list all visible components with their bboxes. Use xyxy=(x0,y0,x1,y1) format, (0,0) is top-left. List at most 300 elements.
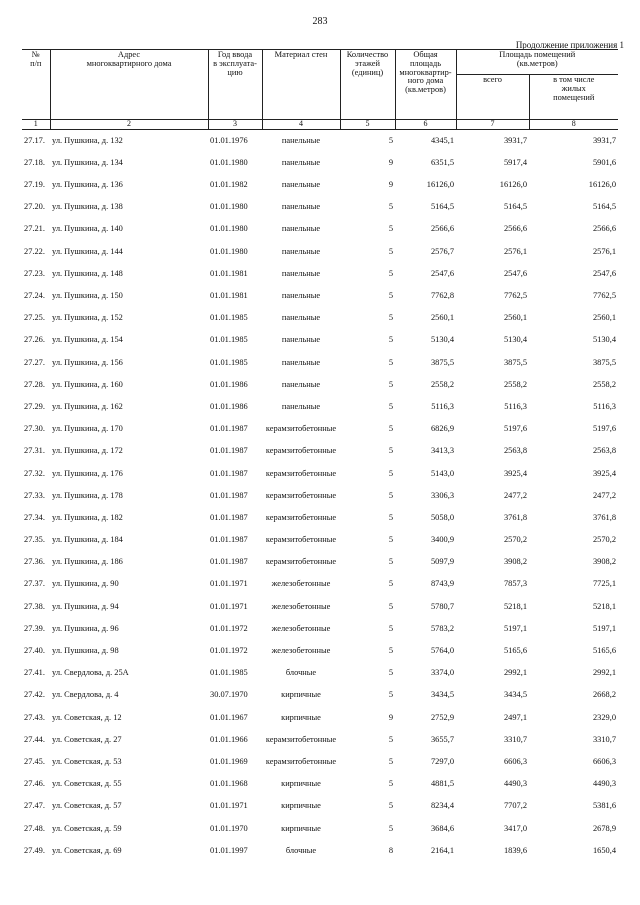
total-area-cell: 3655,7 xyxy=(430,734,454,744)
table-row xyxy=(22,751,618,773)
column-number: 2 xyxy=(50,120,208,130)
floors-cell: 5 xyxy=(388,779,393,789)
table-row xyxy=(22,729,618,751)
premises-area-cell: 5197,6 xyxy=(503,424,527,434)
material-cell: керамзитобетонные xyxy=(265,756,337,766)
header-num: № п/п xyxy=(22,50,50,120)
material-cell: панельные xyxy=(281,268,321,278)
floors-cell: 5 xyxy=(388,202,393,212)
address-cell: ул. Пушкина, д. 156 xyxy=(52,357,123,367)
floors-cell: 5 xyxy=(388,823,393,833)
row-number: 27.32. xyxy=(24,468,45,478)
address-cell: ул. Пушкина, д. 144 xyxy=(52,246,123,256)
year-cell: 01.01.1971 xyxy=(210,801,248,811)
total-area-cell: 8743,9 xyxy=(430,579,454,589)
table-row xyxy=(22,640,618,662)
premises-area-cell: 3925,4 xyxy=(503,468,527,478)
row-number: 27.48. xyxy=(24,823,45,833)
table-row xyxy=(22,330,618,352)
header-premises-area: Площадь помещений (кв.метров) xyxy=(456,50,618,75)
year-cell: 01.01.1987 xyxy=(210,490,248,500)
total-area-cell: 5143,0 xyxy=(430,468,454,478)
table-row xyxy=(22,441,618,463)
premises-area-cell: 5164,5 xyxy=(503,202,527,212)
material-cell: панельные xyxy=(281,357,321,367)
table-row xyxy=(22,818,618,840)
premises-area-cell: 5130,4 xyxy=(503,335,527,345)
row-number: 27.19. xyxy=(24,180,45,190)
table-row xyxy=(22,352,618,374)
residential-area-cell: 6606,3 xyxy=(592,756,616,766)
table-row xyxy=(22,285,618,307)
floors-cell: 5 xyxy=(388,291,393,300)
table-row xyxy=(22,197,618,219)
floors-cell: 5 xyxy=(388,646,393,655)
total-area-cell: 7297,0 xyxy=(430,756,454,766)
material-cell: керамзитобетонные xyxy=(265,424,337,434)
residential-area-cell: 5381,6 xyxy=(592,801,616,811)
page-number: 283 xyxy=(312,16,328,27)
residential-area-cell: 5165,6 xyxy=(592,646,616,655)
residential-area-cell: 5130,4 xyxy=(592,335,616,345)
table-row xyxy=(22,529,618,551)
column-number: 6 xyxy=(395,120,456,130)
material-cell: керамзитобетонные xyxy=(265,468,337,478)
column-number: 5 xyxy=(340,120,395,130)
premises-area-cell: 3310,7 xyxy=(503,734,527,744)
row-number: 27.36. xyxy=(24,557,45,567)
floors-cell: 5 xyxy=(388,512,393,522)
year-cell: 01.01.1981 xyxy=(210,268,248,278)
total-area-cell: 8234,4 xyxy=(430,801,454,811)
year-cell: 30.07.1970 xyxy=(210,690,248,700)
premises-area-cell: 2477,2 xyxy=(503,490,527,500)
year-cell: 01.01.1987 xyxy=(210,512,248,522)
residential-area-cell: 2477,2 xyxy=(592,490,616,500)
address-cell: ул. Советская, д. 57 xyxy=(52,801,122,811)
material-cell: керамзитобетонные xyxy=(265,535,337,545)
material-cell: керамзитобетонные xyxy=(265,557,337,567)
year-cell: 01.01.1985 xyxy=(210,357,248,367)
table-row xyxy=(22,663,618,685)
total-area-cell: 3434,5 xyxy=(430,690,454,700)
total-area-cell: 5097,9 xyxy=(430,557,454,567)
table-row xyxy=(22,174,618,196)
table-row xyxy=(22,574,618,596)
header-residential: в том числе жилых помещений xyxy=(553,75,595,102)
year-cell: 01.01.1980 xyxy=(210,202,248,212)
total-area-cell: 2547,6 xyxy=(430,268,454,278)
total-area-cell: 6351,5 xyxy=(430,157,454,167)
year-cell: 01.01.1970 xyxy=(210,823,248,833)
floors-cell: 9 xyxy=(388,712,393,722)
total-area-cell: 3400,9 xyxy=(430,535,454,545)
header-total-area: Общая площадь многоквартир- ного дома (кв.метров) xyxy=(395,50,456,120)
header-year: Год ввода в эксплуата- цию xyxy=(208,50,262,120)
year-cell: 01.01.1987 xyxy=(210,557,248,567)
floors-cell: 5 xyxy=(388,756,393,766)
material-cell: панельные xyxy=(281,291,321,300)
total-area-cell: 3374,0 xyxy=(430,668,454,678)
address-cell: ул. Пушкина, д. 178 xyxy=(52,490,123,500)
material-cell: железобетонные xyxy=(271,646,331,655)
address-cell: ул. Пушкина, д. 186 xyxy=(52,557,123,567)
header-all: всего xyxy=(456,75,529,120)
total-area-cell: 5116,3 xyxy=(431,401,454,411)
premises-area-cell: 3931,7 xyxy=(503,135,527,145)
premises-area-cell: 5116,3 xyxy=(504,401,527,411)
year-cell: 01.01.1966 xyxy=(210,734,248,744)
residential-area-cell: 2566,6 xyxy=(592,224,616,234)
total-area-cell: 2164,1 xyxy=(430,845,454,855)
table-row xyxy=(22,840,618,862)
address-cell: ул. Пушкина, д. 98 xyxy=(52,646,119,655)
total-area-cell: 3875,5 xyxy=(430,357,454,367)
table-row xyxy=(22,796,618,818)
floors-cell: 5 xyxy=(388,446,393,456)
table-row xyxy=(22,396,618,418)
residential-area-cell: 16126,0 xyxy=(588,180,616,190)
premises-area-cell: 5165,6 xyxy=(503,646,527,655)
residential-area-cell: 5164,5 xyxy=(592,202,616,212)
continuation-note: Продолжение приложения 1 xyxy=(515,40,624,50)
address-cell: ул. Пушкина, д. 152 xyxy=(52,313,123,323)
address-cell: ул. Пушкина, д. 176 xyxy=(52,468,123,478)
premises-area-cell: 5197,1 xyxy=(503,623,527,633)
address-cell: ул. Свердлова, д. 25А xyxy=(52,668,129,678)
total-area-cell: 2558,2 xyxy=(430,379,454,389)
total-area-cell: 3306,3 xyxy=(430,490,454,500)
row-number: 27.34. xyxy=(24,512,45,522)
table-row xyxy=(22,263,618,285)
row-number: 27.37. xyxy=(24,579,45,589)
residential-area-cell: 3925,4 xyxy=(592,468,616,478)
row-number: 27.49. xyxy=(24,845,45,855)
total-area-cell: 5780,7 xyxy=(430,601,454,611)
material-cell: керамзитобетонные xyxy=(265,446,337,456)
row-number: 27.27. xyxy=(24,357,45,367)
row-number: 27.39. xyxy=(24,623,45,633)
table-row xyxy=(22,241,618,263)
premises-area-cell: 16126,0 xyxy=(499,180,527,190)
row-number: 27.29. xyxy=(24,401,45,411)
year-cell: 01.01.1967 xyxy=(210,712,248,722)
header-floors: Количество этажей (единиц) xyxy=(340,50,395,120)
material-cell: кирпичные xyxy=(281,801,321,811)
table-row xyxy=(22,618,618,640)
total-area-cell: 6826,9 xyxy=(430,424,454,434)
residential-area-cell: 5197,1 xyxy=(592,623,616,633)
residential-area-cell: 1650,4 xyxy=(592,845,616,855)
premises-area-cell: 3417,0 xyxy=(503,823,527,833)
table-row xyxy=(22,374,618,396)
floors-cell: 5 xyxy=(388,490,393,500)
header-material: Материал стен xyxy=(262,50,340,120)
table-row xyxy=(22,685,618,707)
row-number: 27.20. xyxy=(24,202,45,212)
year-cell: 01.01.1986 xyxy=(210,379,248,389)
row-number: 27.35. xyxy=(24,535,45,545)
address-cell: ул. Пушкина, д. 184 xyxy=(52,535,123,545)
address-cell: ул. Пушкина, д. 140 xyxy=(52,224,123,234)
residential-area-cell: 7725,1 xyxy=(592,579,616,589)
floors-cell: 5 xyxy=(388,379,393,389)
table-row xyxy=(22,152,618,174)
address-cell: ул. Пушкина, д. 160 xyxy=(52,379,123,389)
year-cell: 01.01.1980 xyxy=(210,224,248,234)
row-number: 27.26. xyxy=(24,335,45,345)
address-cell: ул. Советская, д. 69 xyxy=(52,845,122,855)
floors-cell: 5 xyxy=(388,557,393,567)
address-cell: ул. Пушкина, д. 132 xyxy=(52,135,123,145)
row-number: 27.45. xyxy=(24,756,45,766)
premises-area-cell: 2558,2 xyxy=(503,379,527,389)
address-cell: ул. Советская, д. 53 xyxy=(52,756,122,766)
row-number: 27.33. xyxy=(24,490,45,500)
column-number: 1 xyxy=(22,120,50,130)
floors-cell: 5 xyxy=(388,401,393,411)
residential-area-cell: 5116,3 xyxy=(593,401,616,411)
row-number: 27.25. xyxy=(24,313,45,323)
row-number: 27.30. xyxy=(24,424,45,434)
floors-cell: 5 xyxy=(388,734,393,744)
floors-cell: 5 xyxy=(388,690,393,700)
premises-area-cell: 1839,6 xyxy=(503,845,527,855)
floors-cell: 5 xyxy=(388,468,393,478)
row-number: 27.40. xyxy=(24,646,45,655)
address-cell: ул. Пушкина, д. 154 xyxy=(52,335,123,345)
year-cell: 01.01.1987 xyxy=(210,446,248,456)
year-cell: 01.01.1987 xyxy=(210,535,248,545)
address-cell: ул. Пушкина, д. 134 xyxy=(52,157,123,167)
total-area-cell: 3684,6 xyxy=(430,823,454,833)
address-cell: ул. Пушкина, д. 148 xyxy=(52,268,123,278)
material-cell: железобетонные xyxy=(271,623,331,633)
total-area-cell: 2560,1 xyxy=(430,313,454,323)
address-cell: ул. Пушкина, д. 172 xyxy=(52,446,123,456)
column-number: 8 xyxy=(529,120,618,130)
residential-area-cell: 2576,1 xyxy=(592,246,616,256)
material-cell: панельные xyxy=(281,401,321,411)
material-cell: железобетонные xyxy=(271,601,331,611)
floors-cell: 5 xyxy=(388,268,393,278)
table-row xyxy=(22,308,618,330)
premises-area-cell: 7707,2 xyxy=(503,801,527,811)
total-area-cell: 5764,0 xyxy=(430,646,454,655)
table-row xyxy=(22,507,618,529)
residential-area-cell: 3931,7 xyxy=(592,135,616,145)
premises-area-cell: 2547,6 xyxy=(503,268,527,278)
year-cell: 01.01.1971 xyxy=(210,579,248,589)
premises-area-cell: 3761,8 xyxy=(503,512,527,522)
material-cell: панельные xyxy=(281,224,321,234)
address-cell: ул. Пушкина, д. 170 xyxy=(52,424,123,434)
material-cell: кирпичные xyxy=(281,690,321,700)
total-area-cell: 4881,5 xyxy=(430,779,454,789)
address-cell: ул. Советская, д. 59 xyxy=(52,823,122,833)
residential-area-cell: 2329,0 xyxy=(592,712,616,722)
residential-area-cell: 4490,3 xyxy=(592,779,616,789)
premises-area-cell: 2576,1 xyxy=(503,246,527,256)
premises-area-cell: 7762,5 xyxy=(503,291,527,300)
table-row xyxy=(22,219,618,241)
floors-cell: 5 xyxy=(388,579,393,589)
floors-cell: 5 xyxy=(388,668,393,678)
year-cell: 01.01.1987 xyxy=(210,424,248,434)
material-cell: панельные xyxy=(281,202,321,212)
floors-cell: 5 xyxy=(388,801,393,811)
row-number: 27.21. xyxy=(24,224,45,234)
year-cell: 01.01.1968 xyxy=(210,779,248,789)
total-area-cell: 5058,0 xyxy=(430,512,454,522)
premises-area-cell: 2992,1 xyxy=(503,668,527,678)
total-area-cell: 5783,2 xyxy=(430,623,454,633)
premises-area-cell: 2566,6 xyxy=(503,224,527,234)
residential-area-cell: 3908,2 xyxy=(592,557,616,567)
floors-cell: 9 xyxy=(388,180,393,190)
row-number: 27.47. xyxy=(24,801,45,811)
premises-area-cell: 2570,2 xyxy=(503,535,527,545)
address-cell: ул. Пушкина, д. 150 xyxy=(52,291,123,300)
residential-area-cell: 2547,6 xyxy=(592,268,616,278)
year-cell: 01.01.1971 xyxy=(210,601,248,611)
year-cell: 01.01.1982 xyxy=(210,180,248,190)
address-cell: ул. Советская, д. 55 xyxy=(52,779,122,789)
material-cell: кирпичные xyxy=(281,779,321,789)
floors-cell: 5 xyxy=(388,335,393,345)
year-cell: 01.01.1985 xyxy=(210,335,248,345)
residential-area-cell: 2668,2 xyxy=(592,690,616,700)
material-cell: кирпичные xyxy=(281,712,321,722)
row-number: 27.24. xyxy=(24,291,45,300)
residential-area-cell: 2560,1 xyxy=(592,313,616,323)
material-cell: панельные xyxy=(281,135,321,145)
year-cell: 01.01.1985 xyxy=(210,313,248,323)
material-cell: блочные xyxy=(285,668,317,678)
total-area-cell: 5130,4 xyxy=(430,335,454,345)
residential-area-cell: 2992,1 xyxy=(592,668,616,678)
floors-cell: 8 xyxy=(388,845,393,855)
premises-area-cell: 3434,5 xyxy=(503,690,527,700)
address-cell: ул. Пушкина, д. 138 xyxy=(52,202,123,212)
material-cell: блочные xyxy=(285,845,317,855)
year-cell: 01.01.1980 xyxy=(210,246,248,256)
column-number-row xyxy=(22,120,618,130)
year-cell: 01.01.1972 xyxy=(210,646,248,655)
table-row xyxy=(22,773,618,795)
floors-cell: 5 xyxy=(388,246,393,256)
residential-area-cell: 5197,6 xyxy=(592,424,616,434)
floors-cell: 5 xyxy=(388,313,393,323)
material-cell: керамзитобетонные xyxy=(265,512,337,522)
row-number: 27.28. xyxy=(24,379,45,389)
residential-area-cell: 2563,8 xyxy=(592,446,616,456)
year-cell: 01.01.1980 xyxy=(210,157,248,167)
premises-area-cell: 2563,8 xyxy=(503,446,527,456)
row-number: 27.31. xyxy=(24,446,45,456)
material-cell: кирпичные xyxy=(281,823,321,833)
row-number: 27.17. xyxy=(24,135,45,145)
row-number: 27.23. xyxy=(24,268,45,278)
table-row xyxy=(22,552,618,574)
residential-area-cell: 2558,2 xyxy=(592,379,616,389)
material-cell: панельные xyxy=(281,157,321,167)
total-area-cell: 7762,8 xyxy=(430,291,454,300)
row-number: 27.42. xyxy=(24,690,45,700)
year-cell: 01.01.1969 xyxy=(210,756,248,766)
row-number: 27.41. xyxy=(24,668,45,678)
total-area-cell: 2566,6 xyxy=(430,224,454,234)
address-cell: ул. Советская, д. 12 xyxy=(52,712,122,722)
residential-area-cell: 5901,6 xyxy=(592,157,616,167)
address-cell: ул. Пушкина, д. 162 xyxy=(52,401,123,411)
residential-area-cell: 3310,7 xyxy=(592,734,616,744)
table-row xyxy=(22,463,618,485)
material-cell: керамзитобетонные xyxy=(265,490,337,500)
material-cell: панельные xyxy=(281,180,321,190)
premises-area-cell: 3875,5 xyxy=(503,357,527,367)
premises-area-cell: 2560,1 xyxy=(503,313,527,323)
row-number: 27.22. xyxy=(24,246,45,256)
material-cell: панельные xyxy=(281,246,321,256)
residential-area-cell: 3875,5 xyxy=(592,357,616,367)
material-cell: панельные xyxy=(281,313,321,323)
table-row xyxy=(22,485,618,507)
year-cell: 01.01.1972 xyxy=(210,623,248,633)
premises-area-cell: 7857,3 xyxy=(503,579,527,589)
table-row xyxy=(22,707,618,729)
floors-cell: 5 xyxy=(388,535,393,545)
material-cell: железобетонные xyxy=(271,579,331,589)
total-area-cell: 2576,7 xyxy=(430,246,454,256)
header-address: Адрес многоквартирного дома xyxy=(50,50,208,120)
address-cell: ул. Свердлова, д. 4 xyxy=(52,690,119,700)
table-row xyxy=(22,418,618,440)
premises-area-cell: 5917,4 xyxy=(503,157,527,167)
residential-area-cell: 3761,8 xyxy=(592,512,616,522)
floors-cell: 5 xyxy=(388,623,393,633)
floors-cell: 5 xyxy=(388,601,393,611)
total-area-cell: 16126,0 xyxy=(426,180,454,190)
material-cell: панельные xyxy=(281,335,321,345)
year-cell: 01.01.1997 xyxy=(210,845,248,855)
year-cell: 01.01.1986 xyxy=(210,401,248,411)
address-cell: ул. Советская, д. 27 xyxy=(52,734,122,744)
floors-cell: 9 xyxy=(388,157,393,167)
total-area-cell: 5164,5 xyxy=(430,202,454,212)
year-cell: 01.01.1976 xyxy=(210,135,248,145)
premises-area-cell: 4490,3 xyxy=(503,779,527,789)
total-area-cell: 2752,9 xyxy=(430,712,454,722)
row-number: 27.18. xyxy=(24,157,45,167)
residential-area-cell: 2570,2 xyxy=(592,535,616,545)
residential-area-cell: 7762,5 xyxy=(592,291,616,300)
address-cell: ул. Пушкина, д. 182 xyxy=(52,512,123,522)
floors-cell: 5 xyxy=(388,135,393,145)
column-number: 7 xyxy=(456,120,529,130)
row-number: 27.38. xyxy=(24,601,45,611)
total-area-cell: 3413,3 xyxy=(430,446,454,456)
premises-area-cell: 5218,1 xyxy=(503,601,527,611)
housing-registry-table xyxy=(22,49,618,862)
floors-cell: 5 xyxy=(388,357,393,367)
residential-area-cell: 5218,1 xyxy=(592,601,616,611)
table-row xyxy=(22,596,618,618)
residential-area-cell: 2678,9 xyxy=(592,823,616,833)
total-area-cell: 4345,1 xyxy=(430,135,454,145)
premises-area-cell: 2497,1 xyxy=(503,712,527,722)
address-cell: ул. Пушкина, д. 136 xyxy=(52,180,123,190)
